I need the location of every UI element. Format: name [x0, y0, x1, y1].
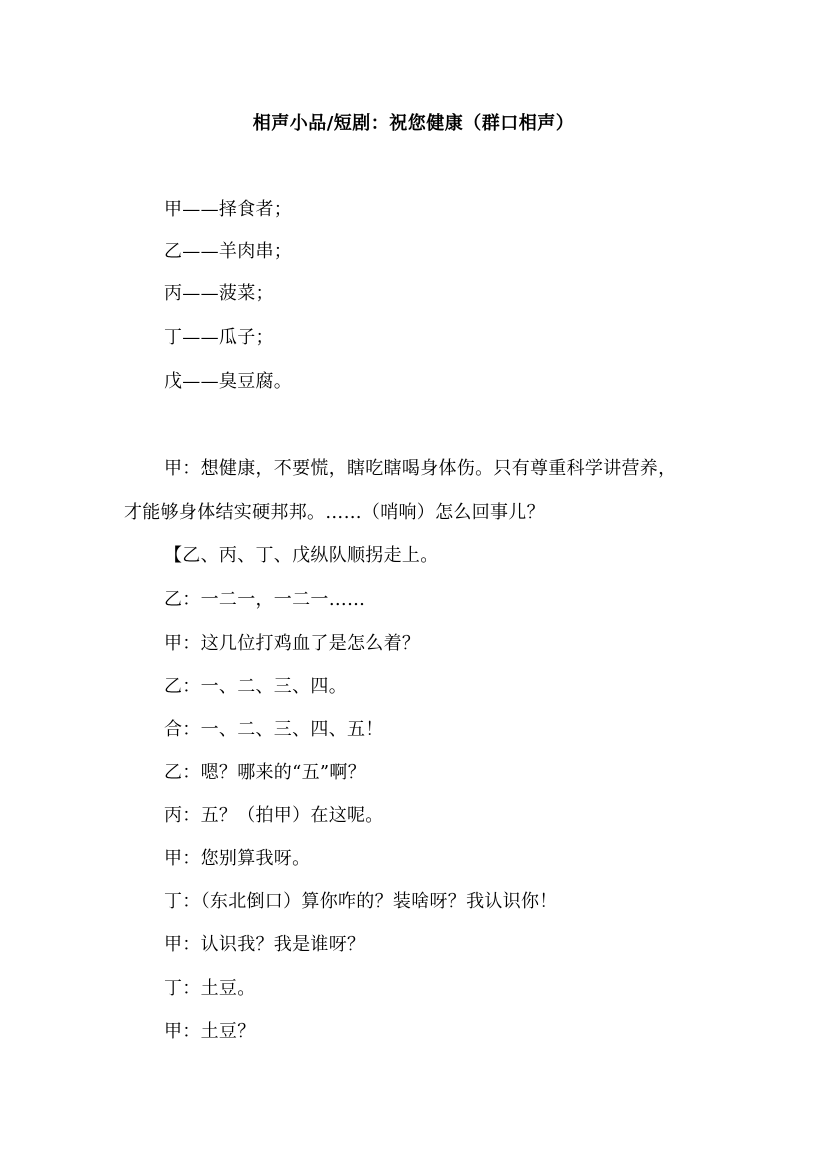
dialogue-line: 乙：嗯？哪来的“五”啊？ [164, 762, 367, 783]
document-title: 相声小品/短剧：祝您健康（群口相声） [252, 113, 575, 134]
dialogue-line-continued: 才能够身体结实硬邦邦。……（哨响）怎么回事儿？ [124, 502, 545, 523]
dialogue-line: 甲：这几位打鸡血了是怎么着？ [164, 633, 421, 654]
dialogue-line: 丙：五？（拍甲）在这呢。 [164, 805, 384, 826]
dialogue-line: 乙：一、二、三、四。 [164, 676, 347, 697]
dialogue-line: 甲：认识我？我是谁呀？ [164, 934, 366, 955]
cast-entry-jia: 甲——择食者； [164, 199, 293, 220]
cast-entry-wu: 戊——臭豆腐。 [164, 371, 293, 392]
dialogue-line: 丁：土豆。 [164, 978, 256, 999]
cast-entry-yi: 乙——羊肉串； [164, 241, 293, 262]
dialogue-line: 甲：想健康，不要慌，瞎吃瞎喝身体伤。只有尊重科学讲营养， [164, 458, 677, 479]
stage-direction: 【乙、丙、丁、戊纵队顺拐走上。 [164, 545, 439, 566]
cast-entry-bing: 丙——菠菜； [164, 283, 274, 304]
dialogue-line: 甲：土豆？ [164, 1021, 256, 1042]
dialogue-line: 丁：（东北倒口）算你咋的？装啥呀？我认识你！ [164, 891, 558, 912]
dialogue-line: 乙：一二一，一二一…… [164, 589, 366, 610]
cast-entry-ding: 丁——瓜子； [164, 327, 274, 348]
dialogue-line: 甲：您别算我呀。 [164, 848, 311, 869]
dialogue-line: 合：一、二、三、四、五！ [164, 719, 384, 740]
